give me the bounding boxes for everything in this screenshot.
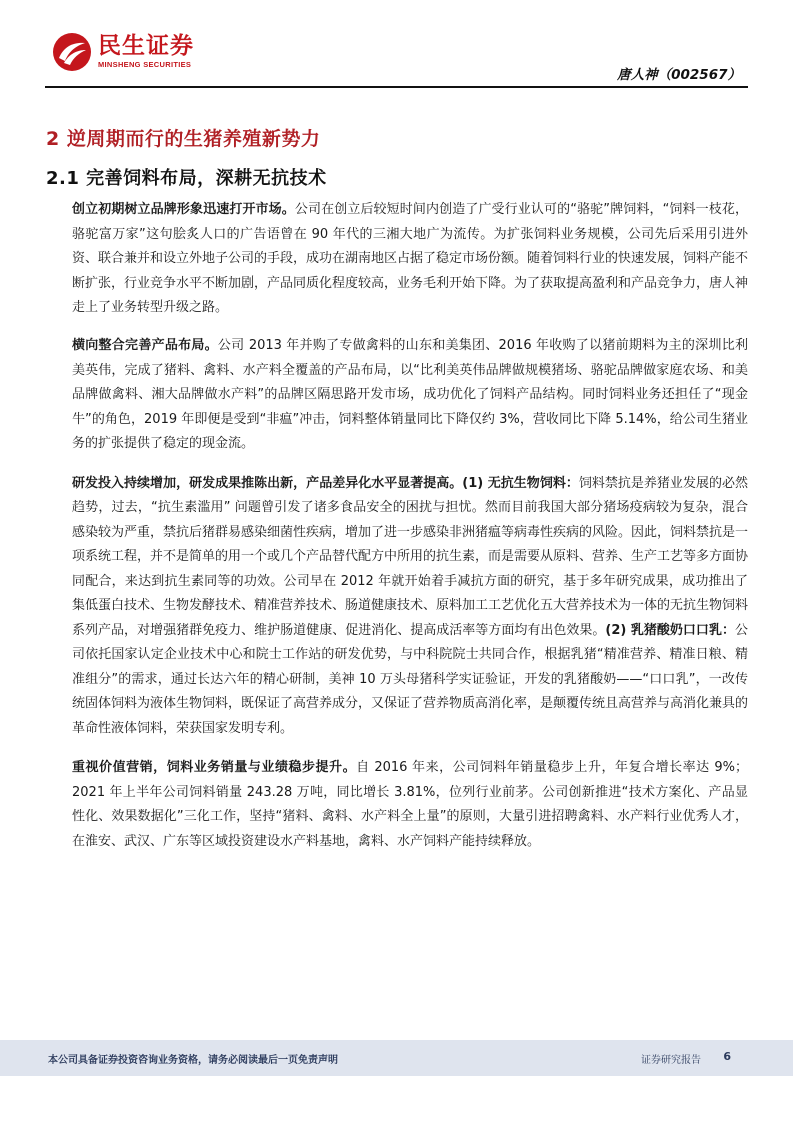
paragraph-lead: 研发投入持续增加，研发成果推陈出新，产品差异化水平显著提高。(1) 无抗生物饲料： — [72, 475, 579, 491]
paragraph — [72, 334, 748, 457]
paragraph — [72, 198, 748, 321]
paragraph-lead: 横向整合完善产品布局。 — [72, 338, 218, 353]
section-title: 2 逆周期而行的生猪养殖新势力 — [46, 128, 321, 150]
paragraph-body: 公司 2013 年并购了专做禽料的山东和美集团、2016 年收购了以猪前期料为主的深圳比利美英伟，完成了猪料、禽料、水产料全覆盖的产品布局，以“比利美英伟品牌做规模猪场、骆驼品牌做家庭农场、和美品牌做禽料、湘大品牌做水产料”的品牌区隔思路开发市场，成功优化了饲料产品结构。同时饲料业务还担任了“现金牛”的角色，2019 年即便是受到“非瘟”冲击，饲料整体销量同比下降仅约 3%，营收同比下降 5.14%，给公司生猪业务的扩张提供了稳定的现金流。 — [72, 338, 748, 451]
paragraph-lead-secondary: (2) 乳猪酸奶口口乳： — [605, 622, 735, 638]
header-divider — [45, 86, 748, 88]
paragraph — [72, 472, 748, 742]
paragraph-lead: 创立初期树立品牌形象迅速打开市场。 — [72, 202, 295, 217]
stock-label: 唐人神（002567） — [617, 67, 741, 83]
brand-name-en: MINSHENG SECURITIES — [98, 60, 192, 69]
minsheng-logo-icon — [52, 32, 92, 72]
body-content — [72, 198, 748, 868]
paragraph-body: 饲料禁抗是养猪业发展的必然趋势，过去，“抗生素滥用” 问题曾引发了诸多食品安全的困扰与担忧。然而目前我国大部分猪场疫病较为复杂，混合感染较为严重，禁抗后猪群易感染细菌性疾病，增加了进一步感染非洲猪瘟等病毒性疾病的风险。因此，饲料禁抗是一项系统工程，并不是简单的用一个或几个产品替代配方中所用的抗生素，而是需要从原料、营养、生产工艺等多方面协同配合，来达到抗生素同等的功效。公司早在 2012 年就开始着手减抗方面的研究，基于多年研究成果，成功推出了集低蛋白技术、生物发酵技术、精准营养技术、肠道健康技术、原料加工工艺优化五大营养技术为一体的无抗生物饲料系列产品，对增强猪群免疫力、维护肠道健康、促进消化、提高成活率等方面均有出色效果。 — [72, 475, 749, 638]
subsection-title: 2.1 完善饲料布局，深耕无抗技术 — [46, 168, 327, 189]
paragraph — [72, 756, 748, 854]
disclaimer-text: 本公司具备证券投资咨询业务资格，请务必阅读最后一页免责声明 — [48, 1055, 338, 1066]
brand-name-cn: 民生证券 — [98, 33, 194, 59]
page-number: 6 — [723, 1050, 731, 1063]
brand — [98, 33, 194, 71]
paragraph-body: 公司在创立后较短时间内创造了广受行业认可的“骆驼”牌饲料，“饲料一枝花，骆驼富万家”这句脍炙人口的广告语曾在 90 年代的三湘大地广为流传。为扩张饲料业务规模，公司先后采用引进外资、联合兼并和设立外地子公司的手段，成功在湖南地区占据了稳定市场份额。随着饲料行业的快速发展，饲料产能不断扩张，行业竞争水平不断加剧，产品同质化程度较高，业务毛利开始下降。为了获取提高盈利和产品竞争力，唐人神走上了业务转型升级之路。 — [72, 202, 749, 315]
paragraph-body: 自 2016 年来，公司饲料年销量稳步上升，年复合增长率达 9%；2021 年上半年公司饲料销量 243.28 万吨，同比增长 3.81%，位列行业前茅。公司创新推进“技术方案化、产品显性化、效果数据化”三化工作，坚持“猪料、禽料、水产料全上量”的原则，大量引进招聘禽料、水产料行业优秀人才，在淮安、武汉、广东等区域投资建设水产料基地，禽料、水产饲料产能持续释放。 — [72, 760, 748, 849]
page-header — [0, 0, 793, 90]
paragraph-body-secondary: 公司依托国家认定企业技术中心和院士工作站的研发优势，与中科院院士共同合作，根据乳猪“精准营养、精准日粮、精准组分”的需求，通过长达六年的精心研制，美神 10 万头母猪科学实证验证，开发的乳猪酸奶——“口口乳”，一改传统固体饲料为液体生物饲料，既保证了高营养成分，又保证了营养物质高消化率，是颠覆传统且高营养与高消化兼具的革命性液体饲料，荣获国家发明专利。 — [72, 622, 749, 736]
paragraph-lead: 重视价值营销，饲料业务销量与业绩稳步提升。 — [72, 760, 357, 775]
page-footer — [0, 1040, 793, 1076]
report-type: 证券研究报告 — [641, 1055, 701, 1066]
